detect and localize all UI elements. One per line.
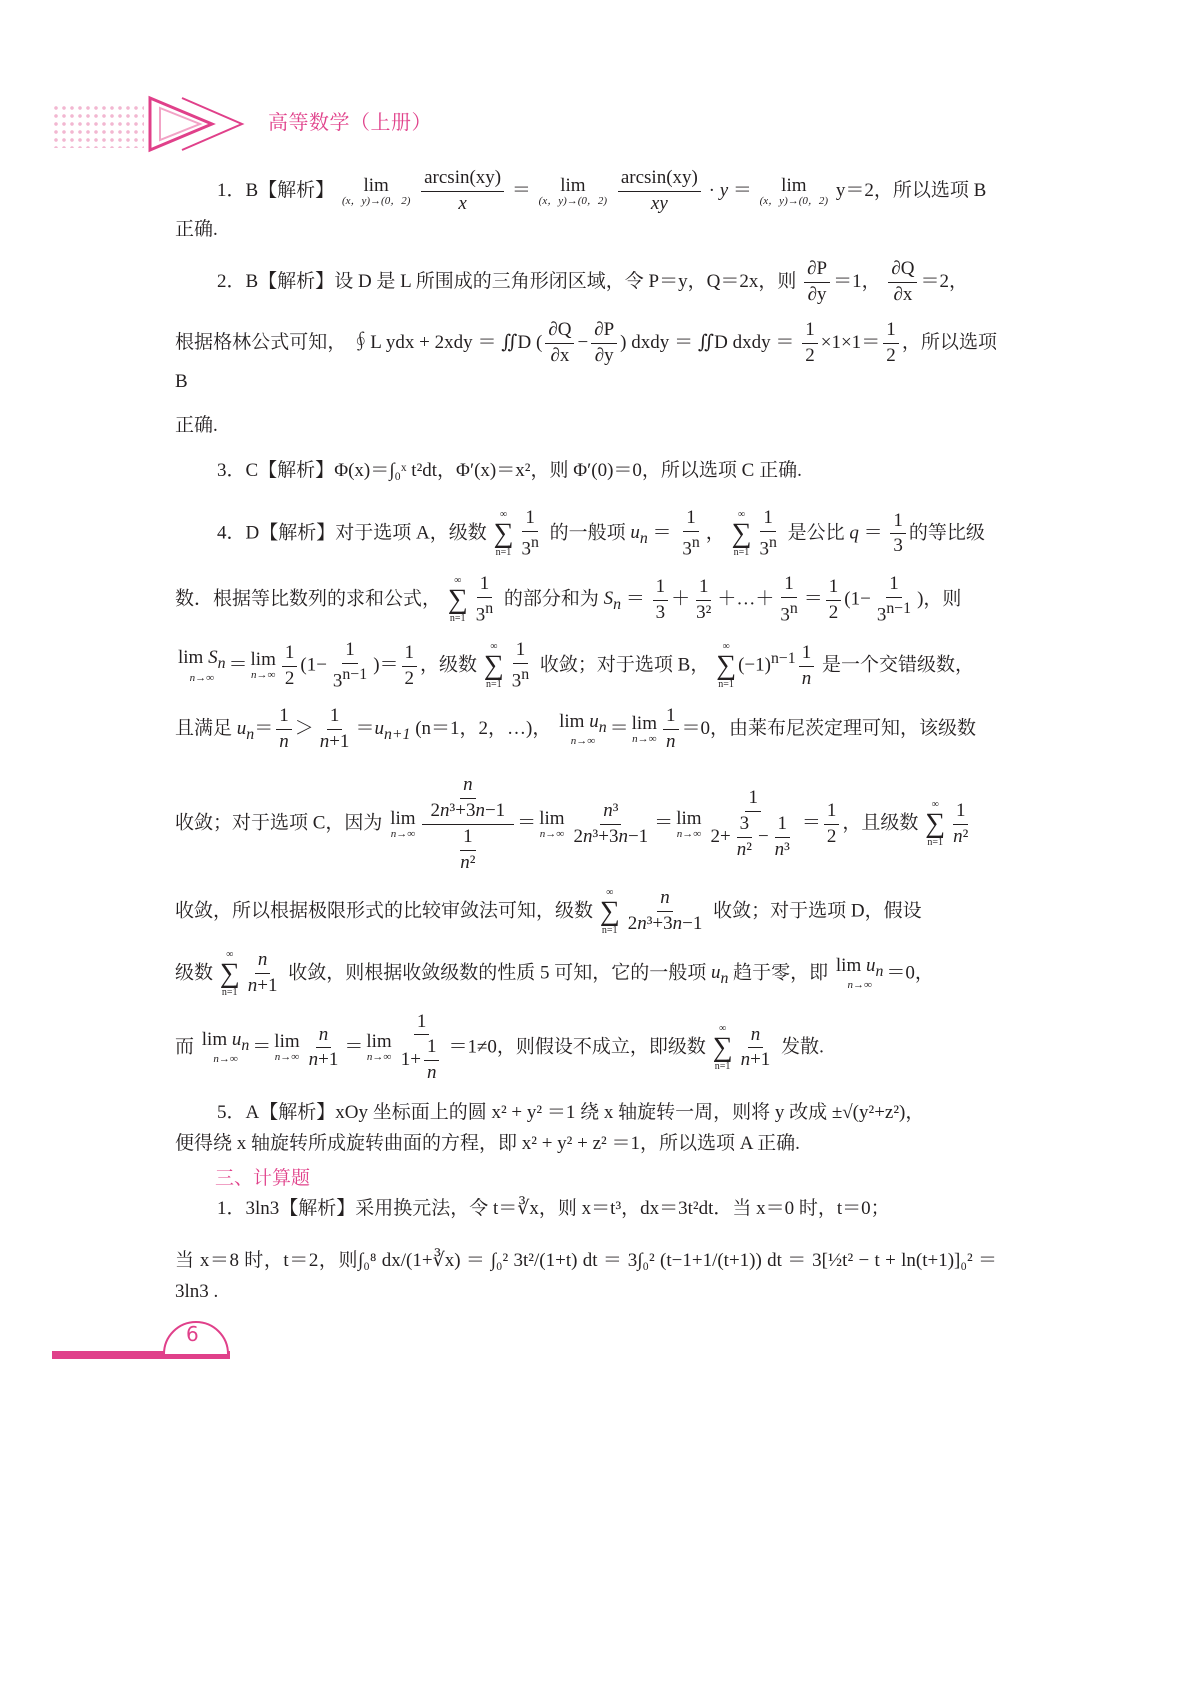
- answer-3: 3．C【解析】Φ(x)＝∫₀ˣ t²dt，Φ′(x)＝x²，则 Φ′(0)＝0，所以选项 C 正确.: [217, 459, 802, 481]
- play-triangle-icon: [142, 92, 252, 156]
- answer-4-line6: 收敛，所以根据极限形式的比较审敛法可知，级数 ∞ ∑ n=1 $\frac{n}{\text{2n³+3n−1}}$ 收敛；对于选项 D，假设: [175, 886, 922, 936]
- fraction: $\frac{\arcsin(xy)}{x}$: [421, 168, 504, 215]
- limit: lim (x，y)→(0，2): [759, 174, 829, 207]
- answer-5: 5．A【解析】xOy 坐标面上的圆 x² + y² ＝1 绕 x 轴旋转一周，则将 y 改成 ±√(y²+z²)，: [217, 1102, 925, 1124]
- limit: lim (x，y)→(0，2): [538, 174, 608, 207]
- answer-4-line8: 而 $\lim u_n$ n→∞ ＝ lim n→∞ $\frac{n}{n+1}$ ＝ lim n→∞ 1 1+ $\frac{1}{n}$ ＝1≠0，则假设不成立，即级数 ∞ ∑ n=1 $\frac{n}{n+1}$ 发散.: [175, 1010, 824, 1084]
- answer-4: 4．D【解析】对于选项 A，级数 ∞ ∑ n=1 $\frac{1}{3^n}$ 的一般项 $u_n$ ＝ $\frac{1}{3^n}$ ， ∞ ∑ n=1 $\frac{1}{3^n}$ 是公比 q ＝ $\frac{1}{3}$ 的等比级: [217, 506, 985, 560]
- book-title: 高等数学（上册）: [268, 110, 432, 134]
- answer-5-line2: 便得绕 x 轴旋转所成旋转曲面的方程，即 x² + y² + z² ＝1，所以选项 A 正确.: [175, 1132, 800, 1154]
- page-header: [52, 92, 472, 156]
- header-dot-pattern: [52, 104, 144, 148]
- answer-2-line3: 正确.: [175, 415, 218, 437]
- answer-4-line4: 且满足 $u_n=$ $\frac{1}{n}$ ＞ $\frac{1}{n+1}$ $=u_{n+1}$ (n＝1，2，…)， $\lim u_n$ n→∞ ＝ lim n→∞ $\frac{1}{n}$ ＝0，由莱布尼茨定理可知，该级数: [175, 705, 977, 753]
- answer-4-line7: 级数 ∞ ∑ n=1 $\frac{n}{n+1}$ 收敛，则根据收敛级数的性质 5 可知，它的一般项 $u_n$ 趋于零，即 $\lim u_n$ n→∞ ＝0，: [175, 948, 934, 998]
- answer-2-line2: 根据格林公式可知， ∮L ydx + 2xdy ＝ ∬D ( $\frac{\partial Q}{\partial x}$ − $\frac{\partial P}{\partial y}$ ) dxdy ＝ ∬D dxdy ＝ $\frac{1}{2}$ ×1×1＝ $\frac{1}{2}$ ，所以选项 B: [175, 318, 997, 392]
- answer-4-line3: $\lim S_n$ n→∞ ＝ lim n→∞ $\frac{1}{2}$ (1− $\frac{1}{3^{n-1}}$ )＝ $\frac{1}{2}$ ，级数 ∞ ∑ n=1 $\frac{1}{3^n}$ 收敛；对于选项 B， ∞ ∑ n=1 $(-1)^{n-1}$ $\frac{1}{n}$ 是一个交错级数，: [178, 639, 974, 692]
- calc-1: 1．3ln3【解析】采用换元法，令 t＝∛x，则 x＝t³，dx＝3t²dt．当 x＝0 时，t＝0；: [217, 1198, 890, 1220]
- calc-1-line2: 当 x＝8 时，t＝2，则∫₀⁸ dx/(1+∛x) ＝ ∫₀² 3t²/(1+t) dt ＝ 3∫₀² (t−1+1/(t+1)) dt ＝ 3[½t² − t + ln(t+1)]₀² ＝ 3ln3 .: [175, 1250, 997, 1302]
- answer-1: 1．B【解析】 lim (x，y)→(0，2) $\frac{\arcsin(xy)}{x}$ ＝ lim (x，y)→(0，2) $\frac{\arcsin(xy)}{xy}$ · y ＝ lim (x，y)→(0，2) y＝2，所以选项 B: [217, 167, 987, 214]
- fraction: $\frac{\arcsin(xy)}{xy}$: [618, 168, 701, 215]
- page-number: 6: [186, 1322, 199, 1346]
- section-title: 三、计算题: [215, 1167, 311, 1190]
- answer-2: 2．B【解析】设 D 是 L 所围成的三角形闭区域，令 P＝y，Q＝2x，则 $\frac{\partial P}{\partial y}$ ＝1， $\frac{\partial Q}{\partial x}$ ＝2，: [217, 258, 968, 306]
- answer-4-line5: 收敛；对于选项 C，因为 lim n→∞ $\frac{\frac{n}{\text{2n³+3n−1}}}{\frac{1}{\text{n²}}}$ ＝ lim n→∞ $\frac{\text{n³}}{\text{2n³+3n−1}}$ ＝ lim n→∞ 1 2+ $\frac{3}{\text{n²}}$ − $\frac{1}{\text{n³}}$ ＝ $\frac{1}{2}$ ，且级数 ∞ ∑ n=1 $\frac{1}{\text{n²}}$: [175, 774, 969, 873]
- answer-4-line2: 数．根据等比数列的求和公式， ∞ ∑ n=1 $\frac{1}{3^n}$ 的部分和为 $S_n$ ＝ $\frac{1}{3}$ ＋ $\frac{1}{\text{3²}}$ ＋…＋ $\frac{1}{3^n}$ ＝ $\frac{1}{2}$ (1− $\frac{1}{3^{n-1}}$ )，则: [175, 573, 962, 626]
- page-footer: [52, 1318, 232, 1368]
- limit: lim (x，y)→(0，2): [341, 174, 411, 207]
- page-content: [175, 168, 997, 1307]
- answer-1-label: 1．B【解析】: [217, 179, 335, 201]
- answer-1-line2: 正确.: [175, 218, 218, 240]
